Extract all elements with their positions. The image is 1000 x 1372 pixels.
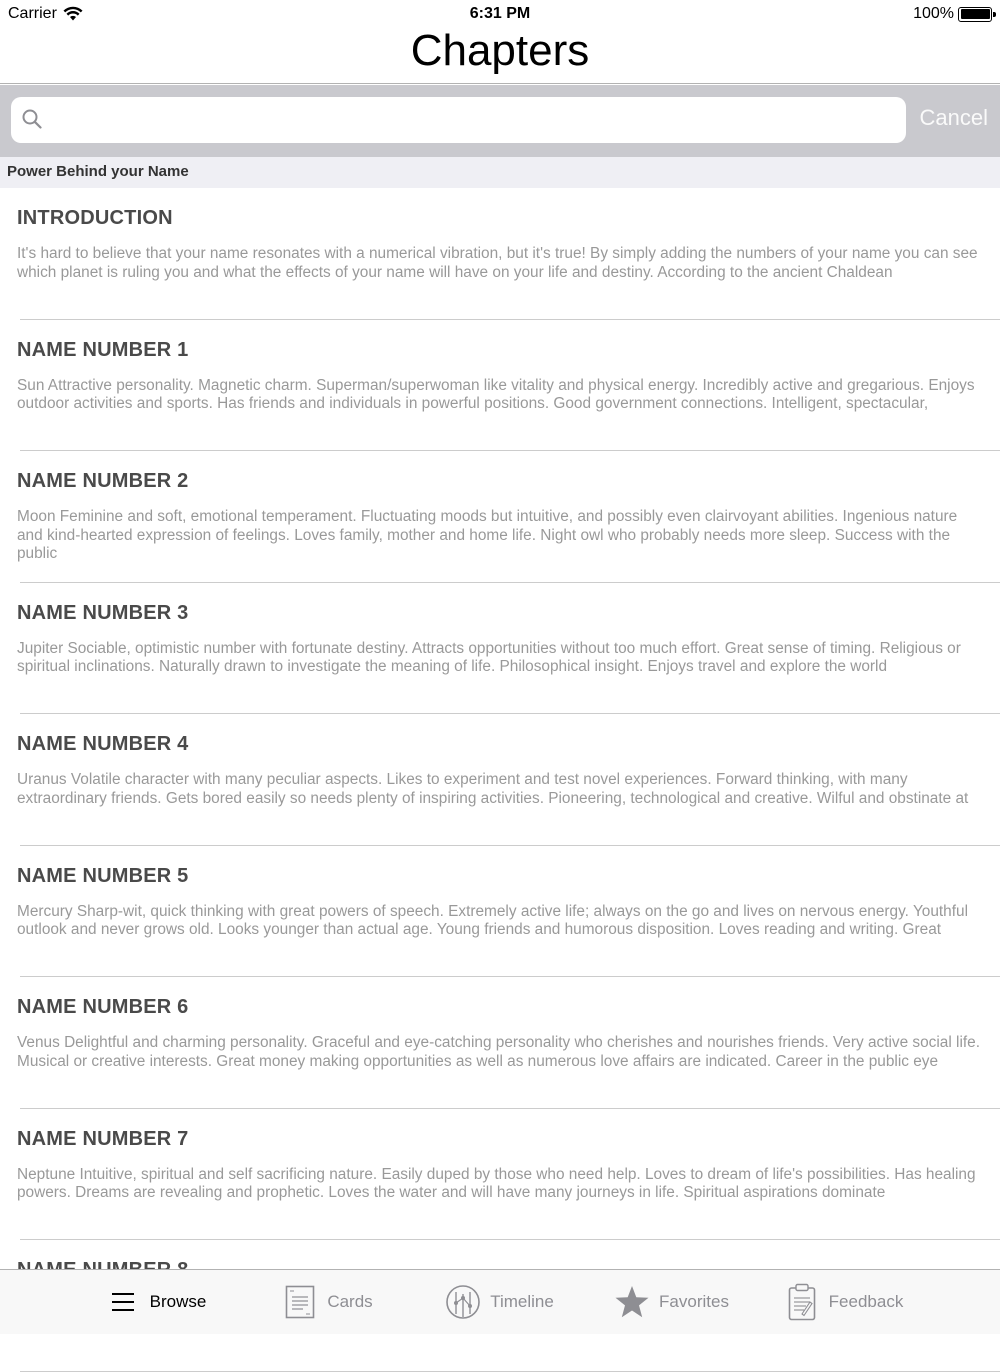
chapter-title: NAME NUMBER 2 [17,470,189,492]
chapter-description: Neptune Intuitive, spiritual and self sacrificing nature. Easily duped by those who need help. Loves to dream of life's possibilities. Has healing powers. Dreams are revealing and prophetic. Loves the water and will have many journeys in life. Spiritual aspirations dominate [17,1165,976,1201]
chapter-row-name-number-3[interactable] [0,583,1000,715]
chapter-description: It's hard to believe that your name resonates with a numerical vibration, but it's true! By simply adding the numbers of your name you can see which planet is ruling you and what the effects of your name will have on your life and destiny. According to the ancient Chaldean [17,245,978,281]
chapter-row-introduction[interactable] [0,188,1000,320]
hamburger-icon [106,1283,140,1321]
star-icon [615,1283,649,1321]
chapter-row-name-number-1[interactable] [0,320,1000,452]
chapter-description: Uranus Volatile character with many peculiar aspects. Likes to experiment and test novel experiences. Forward thinking, with many extraordinary friends. Gets bored easily so needs plenty of inspiring activities. Pioneering, technological and creative. Wilful and obstinate at [17,771,969,807]
chapter-description: Mercury Sharp-wit, quick thinking with great powers of speech. Extremely active life; always on the go and lives on nervous energy. Youthful outlook and never grows old. Looks younger than actual age. Young friends and humorous disposition. Loves reading and writing. Great [17,902,969,938]
battery-icon [958,7,992,22]
search-bar [0,85,1000,157]
chapter-title: NAME NUMBER 7 [17,1127,189,1150]
tab-label: Feedback [828,1292,904,1311]
timeline-icon [446,1283,480,1321]
tab-label: Favorites [659,1292,729,1311]
clipboard-icon [785,1283,819,1321]
tab-bar [0,1269,1000,1334]
page-title: Chapters [410,26,590,75]
chapter-description: Sun Attractive personality. Magnetic charm. Superman/superwoman like vitality and physical energy. Incredibly active and gregarious. Enjoys outdoor activities and sports. Has friends and individuals in powerful positions. Good government connections. Intelligent, spectacular, [17,376,975,412]
battery-percentage: 100% [913,5,954,22]
chapter-title: NAME NUMBER 5 [17,864,189,887]
chapter-row-name-number-5[interactable] [0,846,1000,978]
chapter-row-name-number-6[interactable] [0,977,1000,1109]
chapter-title: NAME NUMBER 3 [17,601,189,624]
tab-cards[interactable] [242,1270,414,1334]
tab-label: Browse [149,1292,207,1311]
chapter-title: NAME NUMBER 6 [17,996,189,1018]
tab-feedback[interactable] [758,1270,930,1334]
section-header: Power Behind your Name [0,157,1000,188]
tab-favorites[interactable] [586,1270,758,1334]
status-right [913,5,992,23]
battery-fill [961,9,990,19]
tab-browse[interactable] [70,1270,242,1334]
card-icon [283,1283,317,1321]
chapter-description: Jupiter Sociable, optimistic number with fortunate destiny. Attracts opportunities without too much effort. Great sense of timing. Religious or spiritual inclinations. Naturally drawn to investigate the meaning of life. Philosophical insight. Enjoys travel and explore the world [17,639,961,675]
chapter-description: Venus Delightful and charming personality. Graceful and eye-catching personality who cherishes and nourishes friends. Very active social life. Musical or creative interests. Great money making opportunities as well as numerous love affairs are indicated. Career in the public eye [17,1034,981,1070]
chapter-title: NAME NUMBER 1 [17,338,189,361]
search-field[interactable] [11,97,906,143]
chapter-row-name-number-2[interactable] [0,451,1000,583]
navigation-bar [0,28,1000,84]
cancel-button[interactable]: Cancel [919,105,988,130]
status-bar [0,0,1000,28]
chapter-title: NAME NUMBER 4 [17,733,189,755]
chapter-row-name-number-4[interactable] [0,714,1000,846]
tab-timeline[interactable] [414,1270,586,1334]
tab-label: Cards [327,1292,373,1311]
status-time: 6:31 PM [469,5,531,22]
chapter-title: INTRODUCTION [17,207,173,229]
chapter-list[interactable] [0,188,1000,1269]
chapter-row-name-number-7[interactable] [0,1109,1000,1241]
chapter-description: Moon Feminine and soft, emotional temperament. Fluctuating moods but intuitive, and possibly even clairvoyant abilities. Ingenious nature and kind-hearted expression of feelings. Loves family, mother and home life. Night owl who probably needs more sleep. Success with the public [17,508,958,562]
tab-label: Timeline [490,1292,554,1311]
search-input[interactable] [55,97,895,143]
search-icon [21,108,43,130]
carrier-label: Carrier [8,5,57,22]
